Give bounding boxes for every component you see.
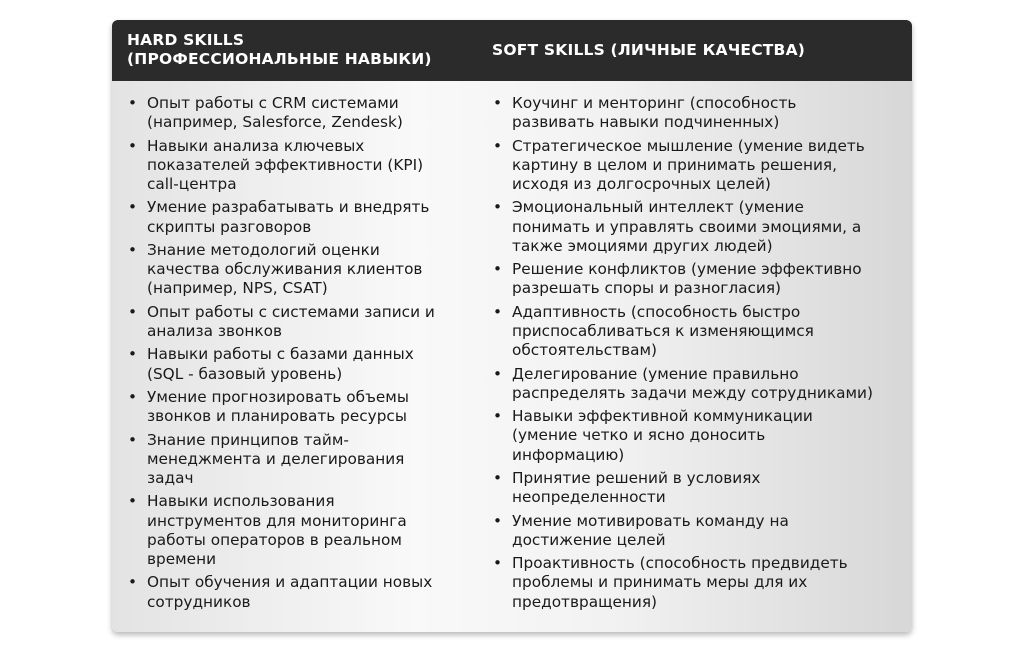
- bullet-icon: •: [493, 302, 503, 321]
- list-item: [491, 365, 901, 403]
- list-item-text: Опыт работы с системами записи и анализа звонков: [147, 302, 435, 340]
- list-item: [491, 512, 901, 550]
- list-item: [126, 345, 476, 383]
- list-item-text: Навыки использования инструментов для мониторинга работы операторов в реальном времени: [147, 492, 407, 568]
- list-item: [491, 303, 901, 361]
- list-item-text: Знание принципов тайм- менеджмента и делегирования задач: [147, 430, 405, 487]
- list-item: [126, 388, 476, 426]
- bullet-icon: •: [128, 387, 138, 406]
- bullet-icon: •: [128, 302, 138, 321]
- bullet-icon: •: [493, 468, 503, 487]
- list-item: [491, 407, 901, 465]
- list-item-text: Опыт обучения и адаптации новых сотрудников: [147, 573, 433, 611]
- list-item-text: Адаптивность (способность быстро приспосабливаться к изменяющимся обстоятельствам): [512, 302, 814, 360]
- hard-skills-heading: HARD SKILLS (ПРОФЕССИОНАЛЬНЫЕ НАВЫКИ): [127, 31, 432, 68]
- list-item: [126, 241, 476, 299]
- list-item: [491, 554, 901, 612]
- hard-skills-list: [126, 94, 476, 616]
- list-item-text: Делегирование (умение правильно распределять задачи между сотрудниками): [512, 364, 873, 402]
- bullet-icon: •: [128, 573, 138, 592]
- list-item-text: Умение разрабатывать и внедрять скрипты разговоров: [147, 198, 430, 236]
- list-item: [126, 573, 476, 611]
- bullet-icon: •: [493, 554, 503, 573]
- list-item: [126, 137, 476, 195]
- bullet-icon: •: [128, 492, 138, 511]
- list-item-text: Эмоциональный интеллект (умение понимать и управлять своими эмоциями, а также эмоциями других людей): [512, 198, 862, 255]
- bullet-icon: •: [493, 94, 503, 112]
- list-item: [491, 198, 901, 256]
- list-item: [491, 94, 901, 132]
- list-item: [126, 431, 476, 489]
- list-item: [126, 198, 476, 236]
- list-item-text: Решение конфликтов (умение эффективно разрешать споры и разногласия): [512, 260, 862, 298]
- table-header: [112, 20, 912, 81]
- bullet-icon: •: [128, 198, 138, 217]
- list-item-text: Принятие решений в условиях неопределенности: [512, 468, 761, 507]
- list-item-text: Проактивность (способность предвидеть проблемы и принимать меры для их предотвращения): [512, 554, 848, 611]
- bullet-icon: •: [493, 136, 503, 155]
- list-item-text: Опыт работы с CRM системами (например, Salesforce, Zendesk): [147, 94, 403, 132]
- list-item-text: Навыки эффективной коммуникации (умение четко и ясно доносить информацию): [512, 407, 813, 464]
- list-item: [491, 469, 901, 507]
- bullet-icon: •: [128, 136, 138, 155]
- list-item: [491, 260, 901, 298]
- skills-table: [112, 20, 912, 632]
- list-item-text: Коучинг и менторинг (способность развивать навыки подчиненных): [512, 94, 797, 132]
- bullet-icon: •: [128, 430, 138, 449]
- list-item-text: Навыки анализа ключевых показателей эффективности (KPI) call-центра: [147, 136, 424, 193]
- bullet-icon: •: [493, 260, 503, 279]
- list-item: [126, 492, 476, 569]
- bullet-icon: •: [128, 345, 138, 364]
- list-item: [491, 137, 901, 195]
- list-item-text: Стратегическое мышление (умение видеть картину в целом и принимать решения, исходя из долгосрочных целей): [512, 136, 865, 193]
- bullet-icon: •: [493, 407, 503, 426]
- list-item-text: Навыки работы с базами данных (SQL - базовый уровень): [147, 345, 414, 383]
- list-item-text: Умение мотивировать команду на достижение целей: [512, 511, 789, 549]
- list-item: [126, 94, 476, 132]
- bullet-icon: •: [493, 364, 503, 383]
- bullet-icon: •: [128, 240, 138, 259]
- soft-skills-heading: SOFT SKILLS (ЛИЧНЫЕ КАЧЕСТВА): [492, 41, 806, 59]
- list-item-text: Знание методологий оценки качества обслуживания клиентов (например, NPS, CSAT): [147, 240, 423, 298]
- bullet-icon: •: [128, 94, 138, 112]
- list-item: [126, 303, 476, 341]
- bullet-icon: •: [493, 511, 503, 530]
- bullet-icon: •: [493, 198, 503, 217]
- list-item-text: Умение прогнозировать объемы звонков и планировать ресурсы: [147, 387, 409, 426]
- soft-skills-list: [491, 94, 901, 616]
